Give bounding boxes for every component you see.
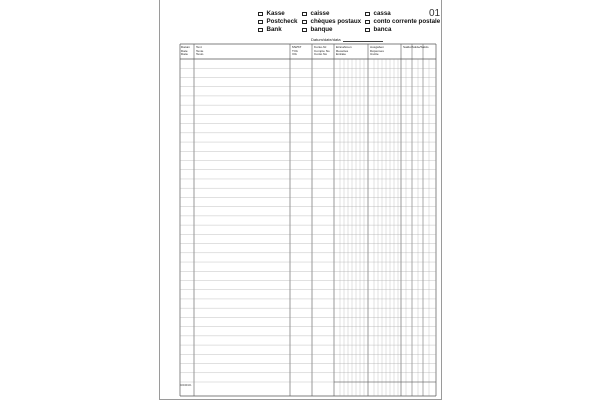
account-option-cassa[interactable]: cassa <box>365 10 391 18</box>
page-number: 01 <box>429 8 441 19</box>
column-header-ausgaben: Ausgaben Dépenses Uscite <box>370 45 384 57</box>
checkbox-icon[interactable] <box>365 20 370 25</box>
ledger-sheet <box>159 0 442 400</box>
date-underline <box>343 41 383 42</box>
account-option-conto-corrente-postale[interactable]: conto corrente postale <box>365 18 440 26</box>
checkbox-icon[interactable] <box>365 12 370 17</box>
account-option-postcheck[interactable]: Postcheck <box>258 18 297 26</box>
checkbox-icon[interactable] <box>365 28 370 33</box>
checkbox-icon[interactable] <box>302 12 307 17</box>
checkbox-icon[interactable] <box>302 20 307 25</box>
date-label: Datum/date/data <box>311 37 341 42</box>
date-field[interactable] <box>311 37 383 42</box>
checkbox-icon[interactable] <box>258 20 263 25</box>
account-option-caisse[interactable]: caisse <box>302 10 329 18</box>
column-header-saldo: Saldo/Solde/Saldo <box>403 45 429 49</box>
account-option-kasse[interactable]: Kasse <box>258 10 285 18</box>
form-code: 40040101 <box>180 384 192 387</box>
account-option-bank[interactable]: Bank <box>258 26 282 34</box>
checkbox-icon[interactable] <box>258 12 263 17</box>
column-header-einnahmen: Einnahmen Recettes Entrate <box>336 45 352 57</box>
account-option-cheques-postaux[interactable]: chèques postaux <box>302 18 361 26</box>
column-header-konto: Konto-Nr. Compte No Conto No <box>314 45 330 57</box>
account-option-banque[interactable]: banque <box>302 26 333 34</box>
column-header-mwst: MWST TVA IVA <box>292 45 302 57</box>
column-header-text: Text Texte Testo <box>196 45 204 57</box>
column-header-datum: Datum Date Data <box>181 45 191 57</box>
checkbox-icon[interactable] <box>258 28 263 33</box>
account-option-banca[interactable]: banca <box>365 26 391 34</box>
checkbox-icon[interactable] <box>302 28 307 33</box>
